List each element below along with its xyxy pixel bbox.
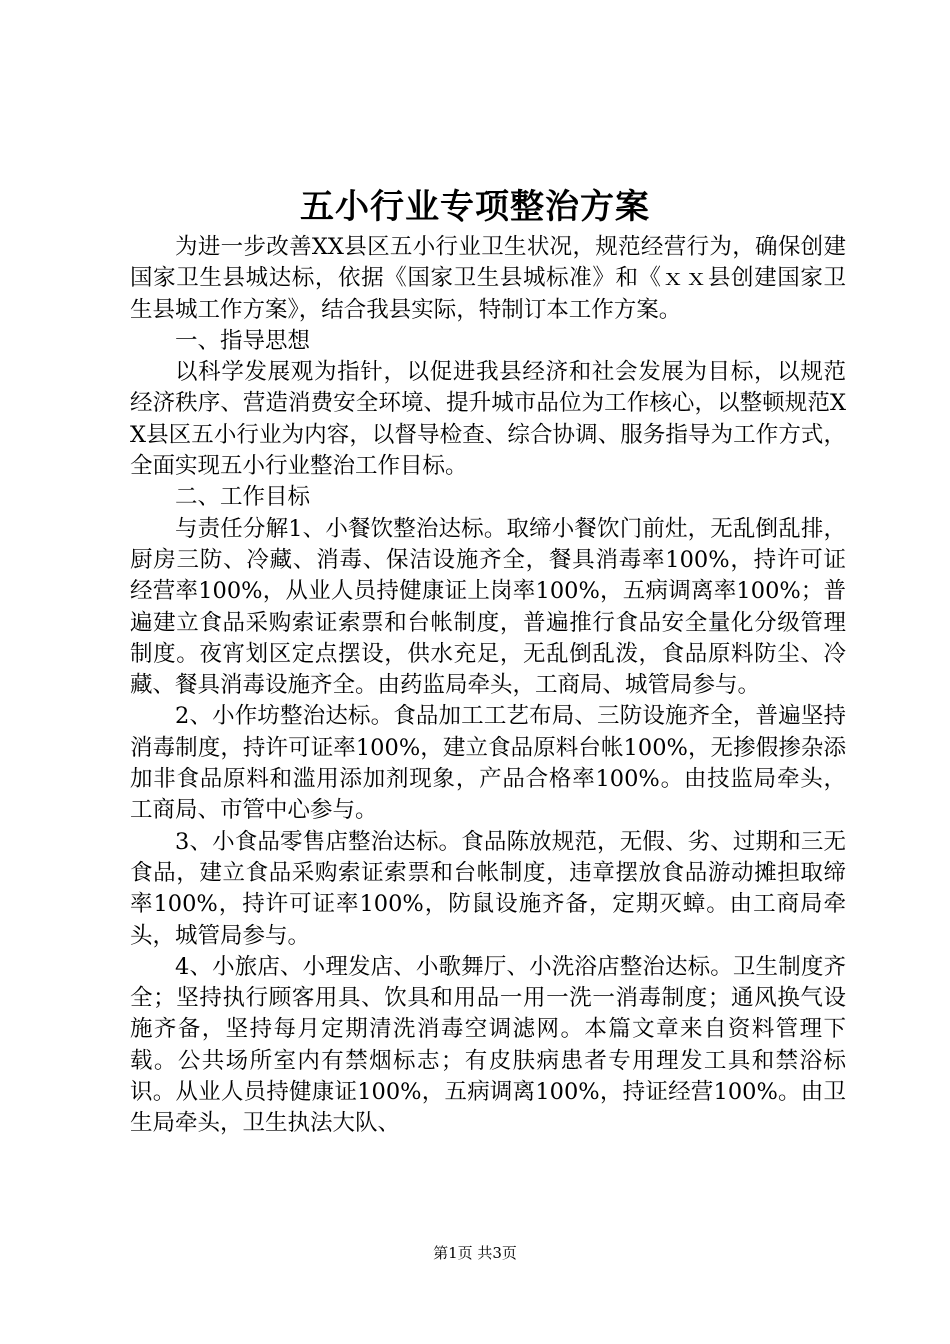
paragraph-goal-3: 3、小食品零售店整治达标。食品陈放规范，无假、劣、过期和三无食品，建立食品采购索证索票和台帐制度，违章摆放食品游动摊担取缔率100%，持许可证率100%，防鼠设施齐备，定期灭蟑。由工商局牵头，城管局参与。 bbox=[130, 828, 846, 949]
paragraph-guiding-ideology: 以科学发展观为指针，以促进我县经济和社会发展为目标，以规范经济秩序、营造消费安全环境、提升城市品位为工作核心，以整顿规范XX县区五小行业为内容，以督导检查、综合协调、服务指导为工作方式，全面实现五小行业整治工作目标。 bbox=[130, 359, 846, 480]
section-heading-guiding-ideology: 一、指导思想 bbox=[175, 327, 311, 354]
section-heading-work-goals: 二、工作目标 bbox=[175, 484, 311, 511]
page-footer: 第1页 共3页 bbox=[433, 1244, 517, 1262]
paragraph-goal-2: 2、小作坊整治达标。食品加工工艺布局、三防设施齐全，普遍坚持消毒制度，持许可证率100%，建立食品原料台帐100%，无掺假掺杂添加非食品原料和滥用添加剂现象，产品合格率100%。由技监局牵头，工商局、市管中心参与。 bbox=[130, 703, 846, 824]
document-title: 五小行业专项整治方案 bbox=[300, 187, 650, 227]
paragraph-intro: 为进一步改善XX县区五小行业卫生状况，规范经营行为，确保创建国家卫生县城达标，依据《国家卫生县城标准》和《ｘｘ县创建国家卫生县城工作方案》，结合我县实际，特制订本工作方案。 bbox=[130, 234, 846, 323]
paragraph-goal-1: 与责任分解1、小餐饮整治达标。取缔小餐饮门前灶，无乱倒乱排，厨房三防、冷藏、消毒、保洁设施齐全，餐具消毒率100%，持许可证经营率100%，从业人员持健康证上岗率100%，五病调离率100%；普遍建立食品采购索证索票和台帐制度，普遍推行食品安全量化分级管理制度。夜宵划区定点摆设，供水充足，无乱倒乱泼，食品原料防尘、冷藏、餐具消毒设施齐全。由药监局牵头，工商局、城管局参与。 bbox=[130, 515, 846, 699]
document-body bbox=[130, 232, 846, 1140]
paragraph-goal-4: 4、小旅店、小理发店、小歌舞厅、小洗浴店整治达标。卫生制度齐全；坚持执行顾客用具、饮具和用品一用一洗一消毒制度；通风换气设施齐备，坚持每月定期清洗消毒空调滤网。本篇文章来自资料管理下载。公共场所室内有禁烟标志；有皮肤病患者专用理发工具和禁浴标识。从业人员持健康证100%，五病调离100%，持证经营100%。由卫生局牵头，卫生执法大队、 bbox=[130, 953, 846, 1137]
